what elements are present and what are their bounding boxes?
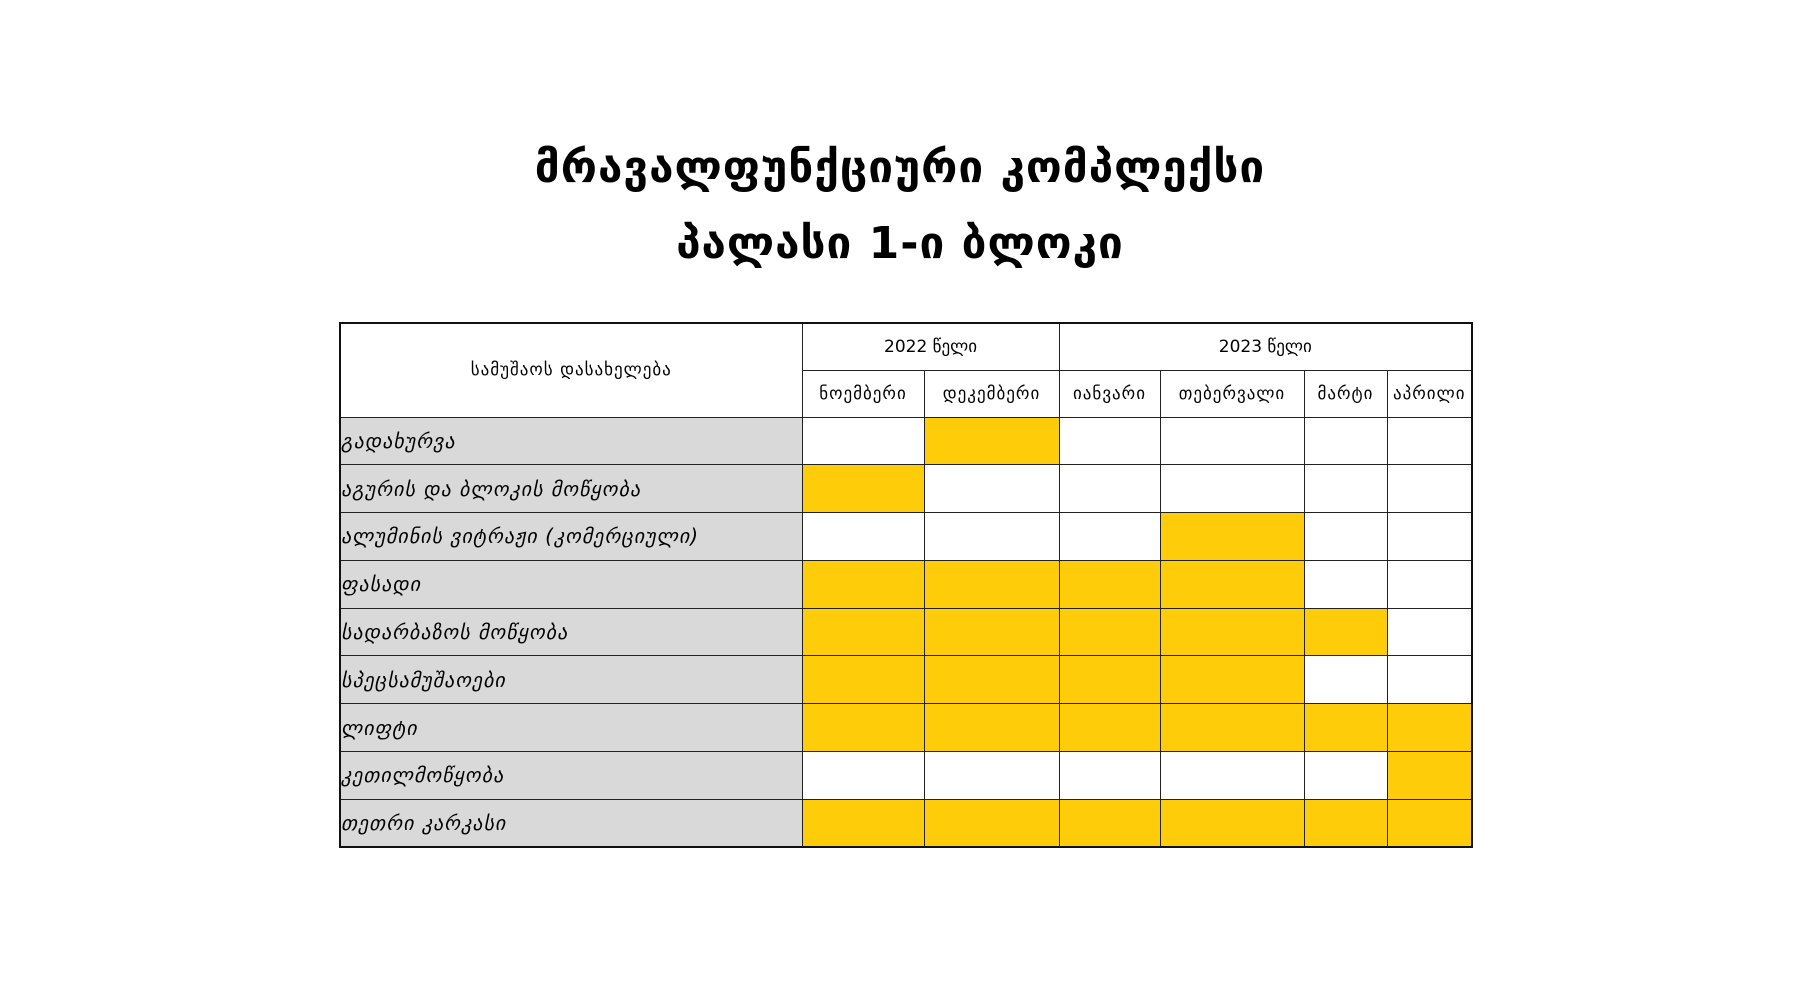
schedule-cell-active	[1160, 513, 1304, 561]
schedule-cell-empty	[1304, 417, 1387, 465]
table-row	[340, 560, 1472, 608]
schedule-cell-empty	[802, 513, 924, 561]
schedule-cell-empty	[1304, 656, 1387, 704]
work-name-header: სამუშაოს დასახელება	[340, 323, 802, 417]
schedule-cell-active	[924, 560, 1059, 608]
schedule-cell-active	[924, 608, 1059, 656]
schedule-cell-active	[924, 417, 1059, 465]
table-row	[340, 656, 1472, 704]
schedule-cell-active	[1059, 799, 1160, 847]
schedule-cell-empty	[1059, 513, 1160, 561]
table-row	[340, 704, 1472, 752]
month-header-december: დეკემბერი	[924, 370, 1059, 417]
task-name-cell: ალუმინის ვიტრაჟი (კომერციული)	[340, 513, 802, 561]
schedule-cell-active	[1304, 704, 1387, 752]
schedule-cell-active	[802, 704, 924, 752]
schedule-cell-empty	[1387, 465, 1472, 513]
schedule-cell-empty	[1160, 417, 1304, 465]
schedule-cell-active	[802, 608, 924, 656]
task-name-cell: კეთილმოწყობა	[340, 752, 802, 800]
schedule-cell-empty	[1160, 465, 1304, 513]
task-name-cell: სადარბაზოს მოწყობა	[340, 608, 802, 656]
schedule-cell-empty	[1387, 417, 1472, 465]
schedule-cell-empty	[1304, 752, 1387, 800]
month-header-march: მარტი	[1304, 370, 1387, 417]
task-name-cell: ფასადი	[340, 560, 802, 608]
task-name-cell: გადახურვა	[340, 417, 802, 465]
schedule-cell-active	[802, 799, 924, 847]
schedule-cell-empty	[924, 513, 1059, 561]
schedule-cell-active	[1304, 799, 1387, 847]
task-name-cell: აგურის და ბლოკის მოწყობა	[340, 465, 802, 513]
schedule-cell-active	[924, 799, 1059, 847]
schedule-cell-empty	[1387, 513, 1472, 561]
month-header-april: აპრილი	[1387, 370, 1472, 417]
schedule-cell-active	[1160, 799, 1304, 847]
schedule-cell-active	[1059, 560, 1160, 608]
schedule-cell-empty	[1387, 608, 1472, 656]
table-row	[340, 417, 1472, 465]
schedule-cell-empty	[1059, 465, 1160, 513]
table-row	[340, 799, 1472, 847]
schedule-cell-active	[1160, 656, 1304, 704]
schedule-cell-active	[1059, 608, 1160, 656]
title-line-2: პალასი 1-ი ბლოკი	[676, 218, 1124, 269]
schedule-cell-empty	[1387, 560, 1472, 608]
table-row	[340, 465, 1472, 513]
schedule-table	[339, 322, 1473, 848]
year-header-2023: 2023 წელი	[1059, 323, 1472, 370]
task-name-cell: სპეცსამუშაოები	[340, 656, 802, 704]
schedule-body	[340, 417, 1472, 847]
schedule-cell-empty	[1304, 465, 1387, 513]
schedule-cell-empty	[802, 417, 924, 465]
schedule-cell-active	[802, 465, 924, 513]
schedule-cell-empty	[1160, 752, 1304, 800]
schedule-cell-empty	[1059, 417, 1160, 465]
schedule-cell-active	[1160, 704, 1304, 752]
task-name-cell: თეთრი კარკასი	[340, 799, 802, 847]
schedule-cell-active	[1059, 704, 1160, 752]
month-header-november: ნოემბერი	[802, 370, 924, 417]
schedule-cell-active	[1160, 560, 1304, 608]
schedule-cell-empty	[924, 465, 1059, 513]
schedule-cell-active	[802, 656, 924, 704]
year-header-2022: 2022 წელი	[802, 323, 1059, 370]
schedule-cell-active	[1387, 799, 1472, 847]
title-line-1: მრავალფუნქციური კომპლექსი	[534, 142, 1266, 193]
table-row	[340, 608, 1472, 656]
table-row	[340, 752, 1472, 800]
month-header-february: თებერვალი	[1160, 370, 1304, 417]
schedule-cell-active	[1304, 608, 1387, 656]
month-header-january: იანვარი	[1059, 370, 1160, 417]
schedule-cell-empty	[1059, 752, 1160, 800]
schedule-cell-empty	[802, 752, 924, 800]
schedule-cell-active	[1387, 752, 1472, 800]
schedule-cell-empty	[924, 752, 1059, 800]
schedule-cell-active	[1387, 704, 1472, 752]
schedule-cell-active	[802, 560, 924, 608]
task-name-cell: ლიფტი	[340, 704, 802, 752]
schedule-cell-active	[924, 656, 1059, 704]
header-row-years	[340, 323, 1472, 370]
schedule-cell-empty	[1387, 656, 1472, 704]
schedule-cell-active	[1160, 608, 1304, 656]
schedule-cell-active	[1059, 656, 1160, 704]
schedule-cell-active	[924, 704, 1059, 752]
page-title	[0, 130, 1800, 282]
schedule-cell-empty	[1304, 513, 1387, 561]
table-row	[340, 513, 1472, 561]
schedule-cell-empty	[1304, 560, 1387, 608]
